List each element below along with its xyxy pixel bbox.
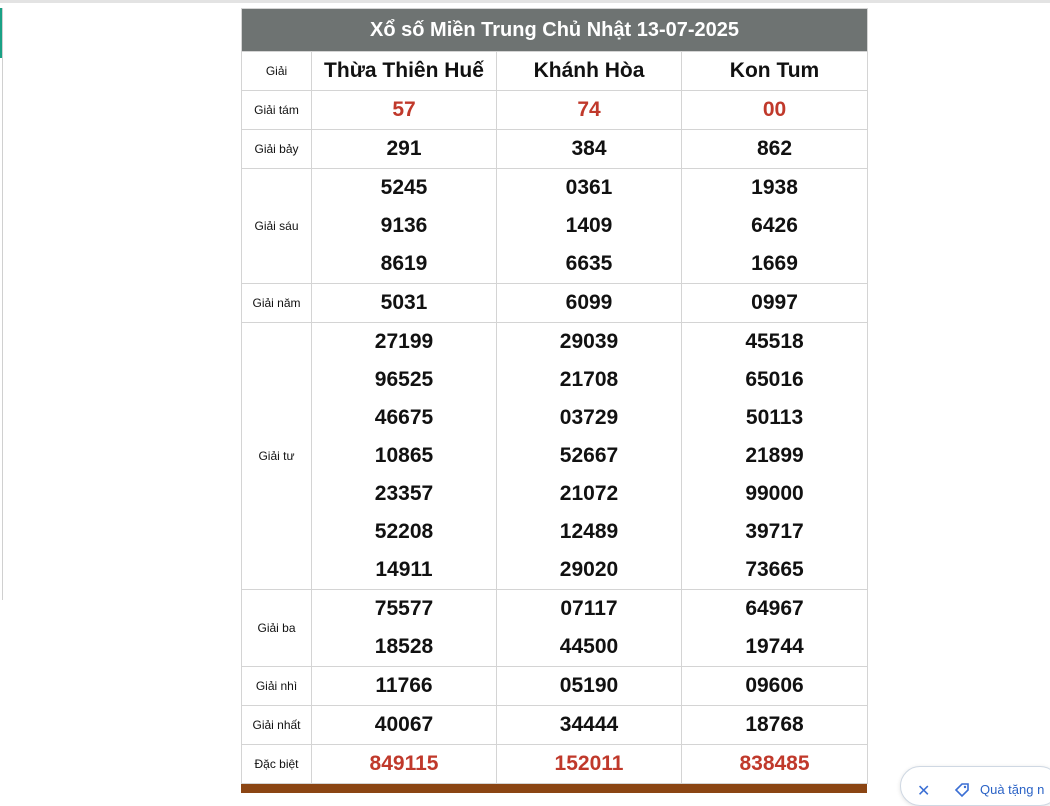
prize-cell: [312, 590, 497, 667]
prize-cell: [497, 706, 682, 745]
prize-cell: [497, 667, 682, 706]
prize-cell: [682, 745, 868, 784]
prize-number: 12489: [559, 520, 619, 543]
prize-label: Giải sáu: [242, 169, 312, 284]
prize-label: Giải nhì: [242, 667, 312, 706]
prize-row: [242, 323, 868, 590]
prize-cell: [312, 91, 497, 130]
gift-popup[interactable]: [900, 766, 1050, 806]
prize-number: 6635: [565, 252, 613, 275]
prize-number: 10865: [374, 444, 434, 467]
prize-number: 75577: [374, 597, 434, 620]
prize-row: [242, 590, 868, 667]
prize-number: 849115: [369, 752, 439, 775]
prize-cell: [682, 169, 868, 284]
prize-cell: [497, 323, 682, 590]
prize-number: 291: [386, 137, 422, 160]
left-frame: [0, 8, 3, 600]
prize-number: 40067: [374, 713, 434, 736]
prize-number: 6099: [565, 291, 613, 314]
prize-cell: [682, 284, 868, 323]
prize-cell: [682, 323, 868, 590]
prize-cell: [682, 130, 868, 169]
prize-number: 34444: [559, 713, 619, 736]
prize-cell: [682, 590, 868, 667]
prize-cell: [312, 745, 497, 784]
province-thua-thien-hue[interactable]: Thừa Thiên Huế: [312, 52, 497, 91]
prize-number: 0997: [751, 291, 798, 314]
prize-number: 5245: [380, 176, 428, 199]
prize-row: [242, 745, 868, 784]
prize-cell: [312, 323, 497, 590]
footer-strip: [241, 784, 867, 793]
province-kon-tum[interactable]: Kon Tum: [682, 52, 868, 91]
prize-number: 838485: [739, 752, 810, 775]
lottery-results: [241, 8, 867, 793]
prize-number: 73665: [745, 558, 804, 581]
header-row: [242, 52, 868, 91]
prize-cell: [682, 667, 868, 706]
prize-label: Giải tám: [242, 91, 312, 130]
prize-number: 18528: [374, 635, 434, 658]
prize-number: 50113: [745, 406, 804, 429]
prize-number: 14911: [375, 558, 433, 581]
prize-number: 00: [762, 98, 787, 121]
prize-label: Giải tư: [242, 323, 312, 590]
prize-number: 21708: [559, 368, 619, 391]
prize-cell: [497, 284, 682, 323]
prize-cell: [497, 91, 682, 130]
prize-number: 64967: [745, 597, 804, 620]
prize-number: 39717: [745, 520, 804, 543]
prize-number: 52667: [559, 444, 619, 467]
close-icon[interactable]: ✕: [917, 783, 931, 800]
prize-label: Giải năm: [242, 284, 312, 323]
prize-number: 44500: [559, 635, 619, 658]
prize-number: 0361: [565, 176, 613, 199]
prize-cell: [682, 91, 868, 130]
province-khanh-hoa[interactable]: Khánh Hòa: [497, 52, 682, 91]
prize-number: 29020: [559, 558, 619, 581]
prize-row: [242, 130, 868, 169]
top-divider: [0, 0, 1050, 3]
prize-number: 05190: [559, 674, 619, 697]
prize-number: 29039: [559, 330, 619, 353]
prize-number: 1409: [565, 214, 613, 237]
prize-number: 23357: [374, 482, 434, 505]
results-table: [241, 8, 868, 784]
prize-number: 862: [756, 137, 793, 160]
prize-cell: [682, 706, 868, 745]
prize-number: 152011: [554, 752, 624, 775]
prize-label: Giải nhất: [242, 706, 312, 745]
prize-row: [242, 667, 868, 706]
prize-number: 9136: [380, 214, 428, 237]
prize-number: 09606: [745, 674, 804, 697]
prize-number: 1669: [751, 252, 798, 275]
prize-row: [242, 284, 868, 323]
results-title: Xổ số Miền Trung Chủ Nhật 13-07-2025: [242, 9, 868, 52]
prize-number: 65016: [745, 368, 804, 391]
prize-cell: [497, 169, 682, 284]
prize-number: 21072: [559, 482, 619, 505]
prize-cell: [497, 130, 682, 169]
prize-row: [242, 706, 868, 745]
prize-cell: [312, 667, 497, 706]
prize-row: [242, 91, 868, 130]
prize-cell: [497, 745, 682, 784]
prize-number: 8619: [380, 252, 428, 275]
prize-number: 46675: [374, 406, 434, 429]
prize-body: [242, 91, 868, 784]
prize-label: Đặc biệt: [242, 745, 312, 784]
prize-number: 96525: [374, 368, 434, 391]
prize-number: 74: [577, 98, 601, 121]
prize-cell: [312, 706, 497, 745]
prize-number: 27199: [374, 330, 434, 353]
prize-number: 6426: [751, 214, 798, 237]
prize-number: 45518: [745, 330, 804, 353]
prize-number: 19744: [745, 635, 804, 658]
prize-number: 18768: [745, 713, 804, 736]
prize-number: 07117: [560, 597, 618, 620]
prize-number: 384: [571, 137, 607, 160]
prize-number: 57: [392, 98, 416, 121]
prize-cell: [312, 130, 497, 169]
gift-icon: [953, 781, 971, 799]
prize-label: Giải ba: [242, 590, 312, 667]
prize-number: 5031: [380, 291, 428, 314]
prize-number: 11766: [375, 674, 433, 697]
prize-row: [242, 169, 868, 284]
prize-number: 21899: [745, 444, 804, 467]
prize-cell: [312, 169, 497, 284]
prize-cell: [312, 284, 497, 323]
prize-cell: [497, 590, 682, 667]
header-label: Giải: [242, 52, 312, 91]
prize-number: 03729: [559, 406, 619, 429]
prize-label: Giải bảy: [242, 130, 312, 169]
prize-number: 99000: [745, 482, 804, 505]
prize-number: 1938: [751, 176, 798, 199]
prize-number: 52208: [374, 520, 434, 543]
popup-text[interactable]: Quà tặng n: [980, 782, 1045, 797]
